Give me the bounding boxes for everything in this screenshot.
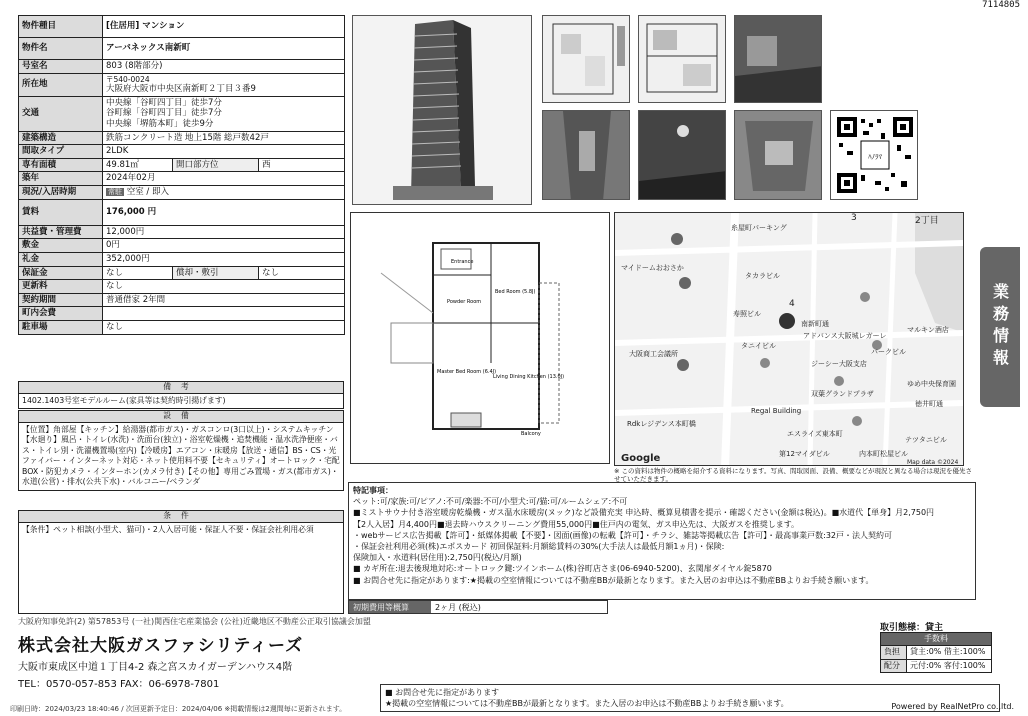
parking-value: なし <box>103 321 345 335</box>
mgmt-label: 共益費・管理費 <box>19 225 103 239</box>
conditions-value <box>103 307 345 321</box>
renew-label: 更新料 <box>19 280 103 294</box>
map-label: 南新町通 <box>801 320 829 328</box>
layout-label: 間取タイプ <box>19 145 103 159</box>
structure-value: 鉄筋コンクリート造 地上15階 総戸数42戸 <box>103 131 345 145</box>
bottom-line2: ★掲載の空室情報については不動産BBが最新となります。また入居のお申込は不動産BBよりお手続き願います。 <box>385 699 789 709</box>
plan-thumb-2 <box>638 15 726 103</box>
map-label: エスライズ東本町 <box>787 430 843 438</box>
deal-table <box>880 632 992 673</box>
notes-line: ■ミストサウナ付き浴室暖房乾燥機・ガス温水床暖房(ヌック)など設備充実 申込時、概算見積書を提示・確認ください(金額は税込)。■水道代【単身】月2,750円 <box>353 508 935 518</box>
company-block <box>18 616 371 690</box>
guar-label: 保証金 <box>19 266 103 280</box>
area-value: 49.81㎡ <box>103 158 173 172</box>
traffic-line: 中央線「谷町四丁目」徒歩7分 <box>106 97 222 108</box>
key-label: 礼金 <box>19 252 103 266</box>
map-label: マイドームおおさか <box>621 264 684 272</box>
addr-zip: 〒540-0024 <box>106 74 150 84</box>
remarks-text: 1402.1403号室モデルルーム(家具等は契約時引揚げます) <box>22 395 226 405</box>
equipment-title: 設備 <box>19 411 343 423</box>
conditions-title: 条件 <box>19 511 343 523</box>
svg-text:ﾊﾉﾗﾏ: ﾊﾉﾗﾏ <box>868 153 882 161</box>
deposit-value: 0円 <box>103 239 345 253</box>
rent-value: 176,000 円 <box>103 199 345 225</box>
building-image <box>353 16 532 205</box>
notes-line: ペット:可/家族:可/ピアノ:不可/楽器:不可/小型犬:可/猫:可/ルームシェア:不可 <box>353 497 628 507</box>
room-label: 号室名 <box>19 60 103 74</box>
map-label: Regal Building <box>751 407 802 415</box>
direction-label: 開口部方位 <box>173 158 259 172</box>
map-label: パークビル <box>871 348 906 356</box>
renew-value: なし <box>103 280 345 294</box>
floorplan-room: Entrance <box>451 259 474 265</box>
map-label: 糸屋町パーキング <box>731 224 787 232</box>
status-value: 空室 / 即入 <box>126 187 169 197</box>
spec-table <box>18 15 345 335</box>
company-tel: TEL：0570-057-853 FAX：06-6978-7801 <box>18 679 220 690</box>
map-copyright: Map data ©2024 <box>907 459 959 466</box>
amort-label: 償却・敷引 <box>173 266 259 280</box>
burden-label: 負担 <box>881 646 907 659</box>
print-info: 印刷日時：2024/03/23 18:40:46 / 次回更新予定日：2024/04/06 ※掲載情報は2週間毎に更新されます。 <box>10 705 347 713</box>
deal-title: 取引態様：貸主 <box>880 623 944 633</box>
map-label: タカラビル <box>745 272 780 280</box>
type-value: [住居用] マンション <box>103 16 345 38</box>
mgmt-value: 12,000円 <box>103 225 345 239</box>
name-label: 物件名 <box>19 38 103 60</box>
building-photo <box>352 15 532 205</box>
notes-line: ・保証会社利用必須(株)エポスカード 初回保証料:月額総賃料の30%(大手法人は最低月額1ヵ月)・保険: <box>353 541 725 551</box>
amort-value: なし <box>259 266 345 280</box>
map[interactable] <box>614 212 964 466</box>
interior-photo-2 <box>542 110 630 200</box>
interior-photo-4 <box>734 110 822 200</box>
map-label: ジーシー大阪支店 <box>811 360 867 368</box>
notes-panel <box>348 482 976 600</box>
powered-by: Powered by RealNetPro co.,ltd. <box>891 702 1014 711</box>
map-label: 徳井町通 <box>915 400 943 408</box>
license-text: 大阪府知事免許(2) 第57853号 (一社)関西住宅産業協会 (公社)近畿地区不動産公正取引協議会加盟 <box>18 617 371 626</box>
floorplan-room: Master Bed Room (6.4J) <box>437 369 497 375</box>
equipment-text: 【位置】角部屋【キッチン】給湯器(都市ガス)・ガスコンロ(3口以上)・システムキッチン【水廻り】風呂・トイレ(水洗)・洗面台(独立)・浴室乾燥機・追焚機能・温水洗浄便座・バス・トイレ別・洗濯機置場(室内)【冷暖房】エアコン・床暖房【放送・通信】BS・CS・光ファイバー・インターネット対応・ネット使用料不要【セキュリティ】オートロック・宅配BOX・防犯カメラ・インターホン(カメラ付き)【その他】専用ごみ置場・ガス(都市ガス)・水道(公営)・排水(公共下水)・バルコニー/ベランダ <box>22 424 340 487</box>
map-label: 内本町松屋ビル <box>859 450 908 458</box>
name-value: アーバネックス南新町 <box>103 38 345 60</box>
interior-photo-1 <box>734 15 822 103</box>
map-label: 4 <box>789 299 795 309</box>
map-label: アドバンス大阪城レガーレ <box>803 332 887 340</box>
area-label: 専有面積 <box>19 158 103 172</box>
floorplan-room: Balcony <box>521 431 541 437</box>
built-value: 2024年02月 <box>103 172 345 186</box>
notes-title: 特記事項： <box>353 486 393 495</box>
notes-line: ■ お問合せ先に指定があります:★掲載の空室情報については不動産BBが最新となります。また入居のお申込は不動産BBよりお手続き願います。 <box>353 575 874 585</box>
fee-title: 手数料 <box>881 633 992 646</box>
status-badge: 常駐 <box>108 188 122 196</box>
rent-label: 賃料 <box>19 199 103 225</box>
map-label: 第12マイダビル <box>779 450 830 458</box>
interior-photo-3 <box>638 110 726 200</box>
remarks-section <box>18 381 344 409</box>
structure-label: 建築構造 <box>19 131 103 145</box>
floor-plan <box>350 212 610 464</box>
notes-line: ・webサービス広告掲載【許可】・紙媒体掲載【不要】・図面(画像)の転載【許可】・チラシ、雑誌等掲載広告【許可】・最高事業戸数:32戸・法人契約可 <box>353 530 893 540</box>
remarks-title: 備考 <box>19 382 343 394</box>
map-label: 大阪商工会議所 <box>629 350 678 358</box>
map-label: タニイビル <box>741 342 776 350</box>
document-id: 7114805 <box>982 0 1020 10</box>
map-label: 双葉グランドプラザ <box>811 390 874 398</box>
map-label: 2丁目 <box>915 216 939 226</box>
guar-value: なし <box>103 266 173 280</box>
map-note: ※ この資料は物件の概略を紹介する資料になります。写真、間取図面、設備、概要などが現況と異なる場合は現況を優先させていただきます。 <box>614 467 972 483</box>
notes-line: ■ カギ所在:退去後現地対応:オートロック鍵:ツインホーム(株)谷町店さま(06-6940-5200)、玄関扉ダイヤル錠5870 <box>353 564 772 574</box>
layout-value: 2LDK <box>103 145 345 159</box>
map-label: テツタニビル <box>905 436 947 444</box>
map-label: ゆめ中央保育園 <box>907 380 956 388</box>
conditions-label: 町内会費 <box>19 307 103 321</box>
qr-code <box>830 110 918 200</box>
direction-value: 西 <box>259 158 345 172</box>
traffic-line: 中央線「堺筋本町」徒歩9分 <box>106 118 214 129</box>
key-value: 352,000円 <box>103 252 345 266</box>
addr-label: 所在地 <box>19 73 103 96</box>
bottom-line1: ■ お問合せ先に指定があります <box>385 688 500 697</box>
map-label: Rdkレジデンス本町橋 <box>627 420 696 428</box>
floorplan-thumb <box>542 15 630 103</box>
traffic-line: 谷町線「谷町四丁目」徒歩7分 <box>106 108 222 119</box>
floorplan-room: Bed Room (5.8J) <box>495 289 536 295</box>
contract-label: 契約期間 <box>19 293 103 307</box>
deposit-label: 敷金 <box>19 239 103 253</box>
burden-value: 貸主:0% 借主:100% <box>907 646 992 659</box>
map-label: 寿照ビル <box>733 310 761 318</box>
share-value: 元付:0% 客付:100% <box>907 659 992 672</box>
google-logo: Google <box>621 453 661 464</box>
company-name: 株式会社大阪ガスファシリティーズ <box>18 636 304 656</box>
traffic-label: 交通 <box>19 96 103 131</box>
company-address: 大阪市東成区中道１丁目4-2 森之宮スカイガーデンハウス4階 <box>18 662 293 673</box>
status-label: 現況/入居時期 <box>19 186 103 200</box>
floorplan-room: Living Dining Kitchen (13.0J) <box>493 374 565 380</box>
equipment-section <box>18 410 344 491</box>
side-tag: 業務情報 <box>980 247 1020 407</box>
fee-value: 2ヶ月 (税込) <box>435 603 481 612</box>
room-value: 803 (8階部分) <box>103 60 345 74</box>
floorplan-room: Powder Room <box>447 299 482 305</box>
map-label: 3 <box>851 213 857 223</box>
addr-value: 大阪府大阪市中央区南新町２丁目３番9 <box>106 84 256 94</box>
notes-line: 【2人入居】月4,400円■退去時ハウスクリーニング費用55,000円■住戸内の電気、ガス申込先は、大阪ガスを推奨します。 <box>353 519 800 529</box>
share-label: 配分 <box>881 659 907 672</box>
type-label: 物件種目 <box>19 16 103 38</box>
fee-label: 初期費用等概算 <box>349 601 431 613</box>
notes-line: 保険加入・水道料(居住用):2,750円(税込/月額) <box>353 553 522 563</box>
conditions-section <box>18 510 344 614</box>
parking-label: 駐車場 <box>19 321 103 335</box>
map-label: マルキン酒店 <box>907 326 949 334</box>
built-label: 築年 <box>19 172 103 186</box>
initial-fee <box>348 600 608 614</box>
contract-value: 普通借家 2年間 <box>103 293 345 307</box>
conditions-text: 【条件】ペット相談(小型犬、猫可)・2人入居可能・保証人不要・保証会社利用必須 <box>22 524 314 534</box>
